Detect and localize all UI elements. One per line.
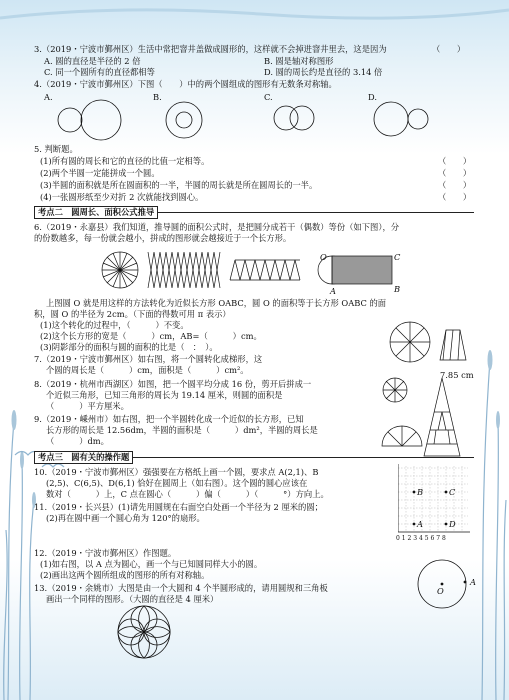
q9-line-1: 9.（2019・嵊州市）如右图，把一个半圆转化成一个近似的长方形，已知 [34, 414, 304, 424]
q4-stem: 4.（2019・宁波市鄞州区）下图（ ）中的两个圆组成的图形有无数条对称轴。 [34, 79, 337, 89]
q4-option-b: B. [153, 92, 162, 102]
q10-line-3: 数对（ ）上，C 点在圆心（ ）偏（ ）（ °）方向上。 [46, 489, 329, 499]
q7-line-2: 个圆的周长是（ ）cm，面积是（ ）cm²。 [46, 365, 249, 375]
q6-sub-2: (2)这个长方形的宽是（ ）cm，AB=（ ）cm。 [40, 331, 262, 341]
q5-paren-3: （ ） [438, 180, 472, 190]
q6-line-2: 的份数越多，每一份就会越小，拼成的图形就会越接近于一个长方形。 [34, 233, 292, 243]
q10-point-c: C [449, 487, 456, 497]
q11-line-1: 11.（2019・长兴县）(1)请先用圆规在右面空白处画一个半径为 2 厘米的圆； [34, 502, 323, 512]
section-2-title: 考点二 圆周长、面积公式推导 [34, 206, 158, 219]
q9-semicircle-figure [380, 420, 440, 450]
q4-circle-figures [56, 94, 476, 144]
section-3-title: 考点三 圆有关的操作题 [34, 451, 133, 464]
q13-flower-figure [116, 604, 172, 660]
q8-line-1: 8.（2019・杭州市西湖区）如图，把一个圆平均分成 16 份，剪开后拼成一 [34, 379, 312, 389]
q3-option-c: C. 同一个圆所有的直径都相等 [44, 67, 155, 77]
q3-option-b: B. 圆是轴对称图形 [264, 56, 334, 66]
q7-caption: 7.85 cm [440, 370, 474, 380]
q13-line-1: 13.（2019・余姚市）大图是由一个大圆和 4 个半圆形成的，请用圆规和三角板 [34, 583, 328, 593]
q4-option-d: D. [368, 92, 377, 102]
q5-paren-1: （ ） [438, 156, 472, 166]
q6-label-a: A [330, 286, 336, 296]
q6-line-4: 积，圆 O 的半径为 2cm。（下面的得数可用 π 表示） [34, 309, 231, 319]
q10-point-a: A [417, 519, 423, 529]
q12-label-a: A [470, 577, 476, 587]
q6-circle-to-rectangle-figure [100, 244, 430, 296]
q11-line-2: (2)再在圆中画一个圆心角为 120°的扇形。 [46, 513, 205, 523]
q4-option-a: A. [44, 92, 53, 102]
q9-line-3: （ ）dm。 [46, 436, 109, 446]
q6-label-o: O [320, 252, 327, 262]
reed-decoration-left [0, 380, 40, 700]
q10-point-d: D [449, 519, 456, 529]
q7-line-1: 7.（2019・宁波市鄞州区）如右图，将一个圆转化成梯形，这 [34, 354, 263, 364]
q5-paren-4: （ ） [438, 192, 472, 202]
q4-option-c: C. [264, 92, 273, 102]
q5-item-1: (1)所有圆的周长和它的直径的比值一定相等。 [40, 156, 210, 166]
q10-line-2: (2,5)、C(6,5)、D(6,1) 恰好在圆周上（如右图）。这个圆的圆心应该在 [46, 478, 308, 488]
q10-point-b: B [417, 487, 424, 497]
q5-item-2: (2)两个半圆一定能拼成一个圆。 [40, 168, 160, 178]
q12-circle-figure [414, 556, 474, 612]
q3-answer-paren: （ ） [432, 44, 466, 54]
q13-line-2: 画出一个同样的图形。（大圆的直径是 4 厘米） [46, 594, 219, 604]
q5-stem: 5. 判断题。 [34, 144, 78, 154]
q3-stem: 3.（2019・宁波市鄞州区）生活中常把窨井盖做成圆形的，这样就不会掉进窨井里去，这是因为 [34, 44, 387, 54]
top-wave-decoration [0, 0, 509, 30]
q12-label-o: O [437, 586, 444, 596]
q6-label-c: C [394, 252, 401, 262]
q6-label-b: B [394, 284, 401, 294]
q7-trapezoid-figure [388, 320, 468, 368]
q3-option-a: A. 圆的直径是半径的 2 倍 [44, 56, 141, 66]
q9-line-2: 长方形的周长是 12.56dm，半圆的面积是（ ）dm²，半圆的周长是 [46, 425, 318, 435]
q6-sub-3: (3)阴影部分的面积与圆的面积的比是（ ： ）。 [40, 342, 218, 352]
q10-grid-figure [398, 462, 478, 542]
q12-line-3: (2)画出这两个圆所组成的图形的所有对称轴。 [40, 570, 210, 580]
q6-sub-1: (1)这个转化的过程中，（ ）不变。 [40, 320, 189, 330]
q10-line-1: 10.（2019・宁波市鄞州区）强强要在方格纸上画一个圆，要求点 A(2,1)、B [34, 467, 319, 477]
q8-line-2: 个近似三角形，已知三角形的周长为 19.14 厘米，则圆的面积是 [46, 390, 283, 400]
q6-line-3: 上图圆 O 就是用这样的方法转化为近似长方形 OABC，圆 O 的面积等于长方形 OABC 的面 [46, 298, 387, 308]
q5-paren-2: （ ） [438, 168, 472, 178]
q5-item-4: (4)一张圆形纸至少对折 2 次就能找到圆心。 [40, 192, 204, 202]
q5-item-3: (3)半圆的面积就是所在圆面积的一半，半圆的周长就是所在圆周长的一半。 [40, 180, 318, 190]
q12-line-1: 12.（2019・宁波市鄞州区）作图题。 [34, 548, 177, 558]
q3-option-d: D. 圆的周长约是直径的 3.14 倍 [264, 67, 383, 77]
q12-line-2: (1)如右图，以 A 点为圆心，画一个与已知圆同样大小的圆。 [40, 559, 263, 569]
q8-line-3: （ ）平方厘米。 [46, 401, 129, 411]
q10-x-axis-ticks: 0 1 2 3 4 5 6 7 8 [396, 535, 446, 542]
q6-line-1: 6.（2019・永嘉县）我们知道，推导圆的面积公式时，是把圆分成若干（偶数）等份（如下图），分 [34, 222, 400, 232]
